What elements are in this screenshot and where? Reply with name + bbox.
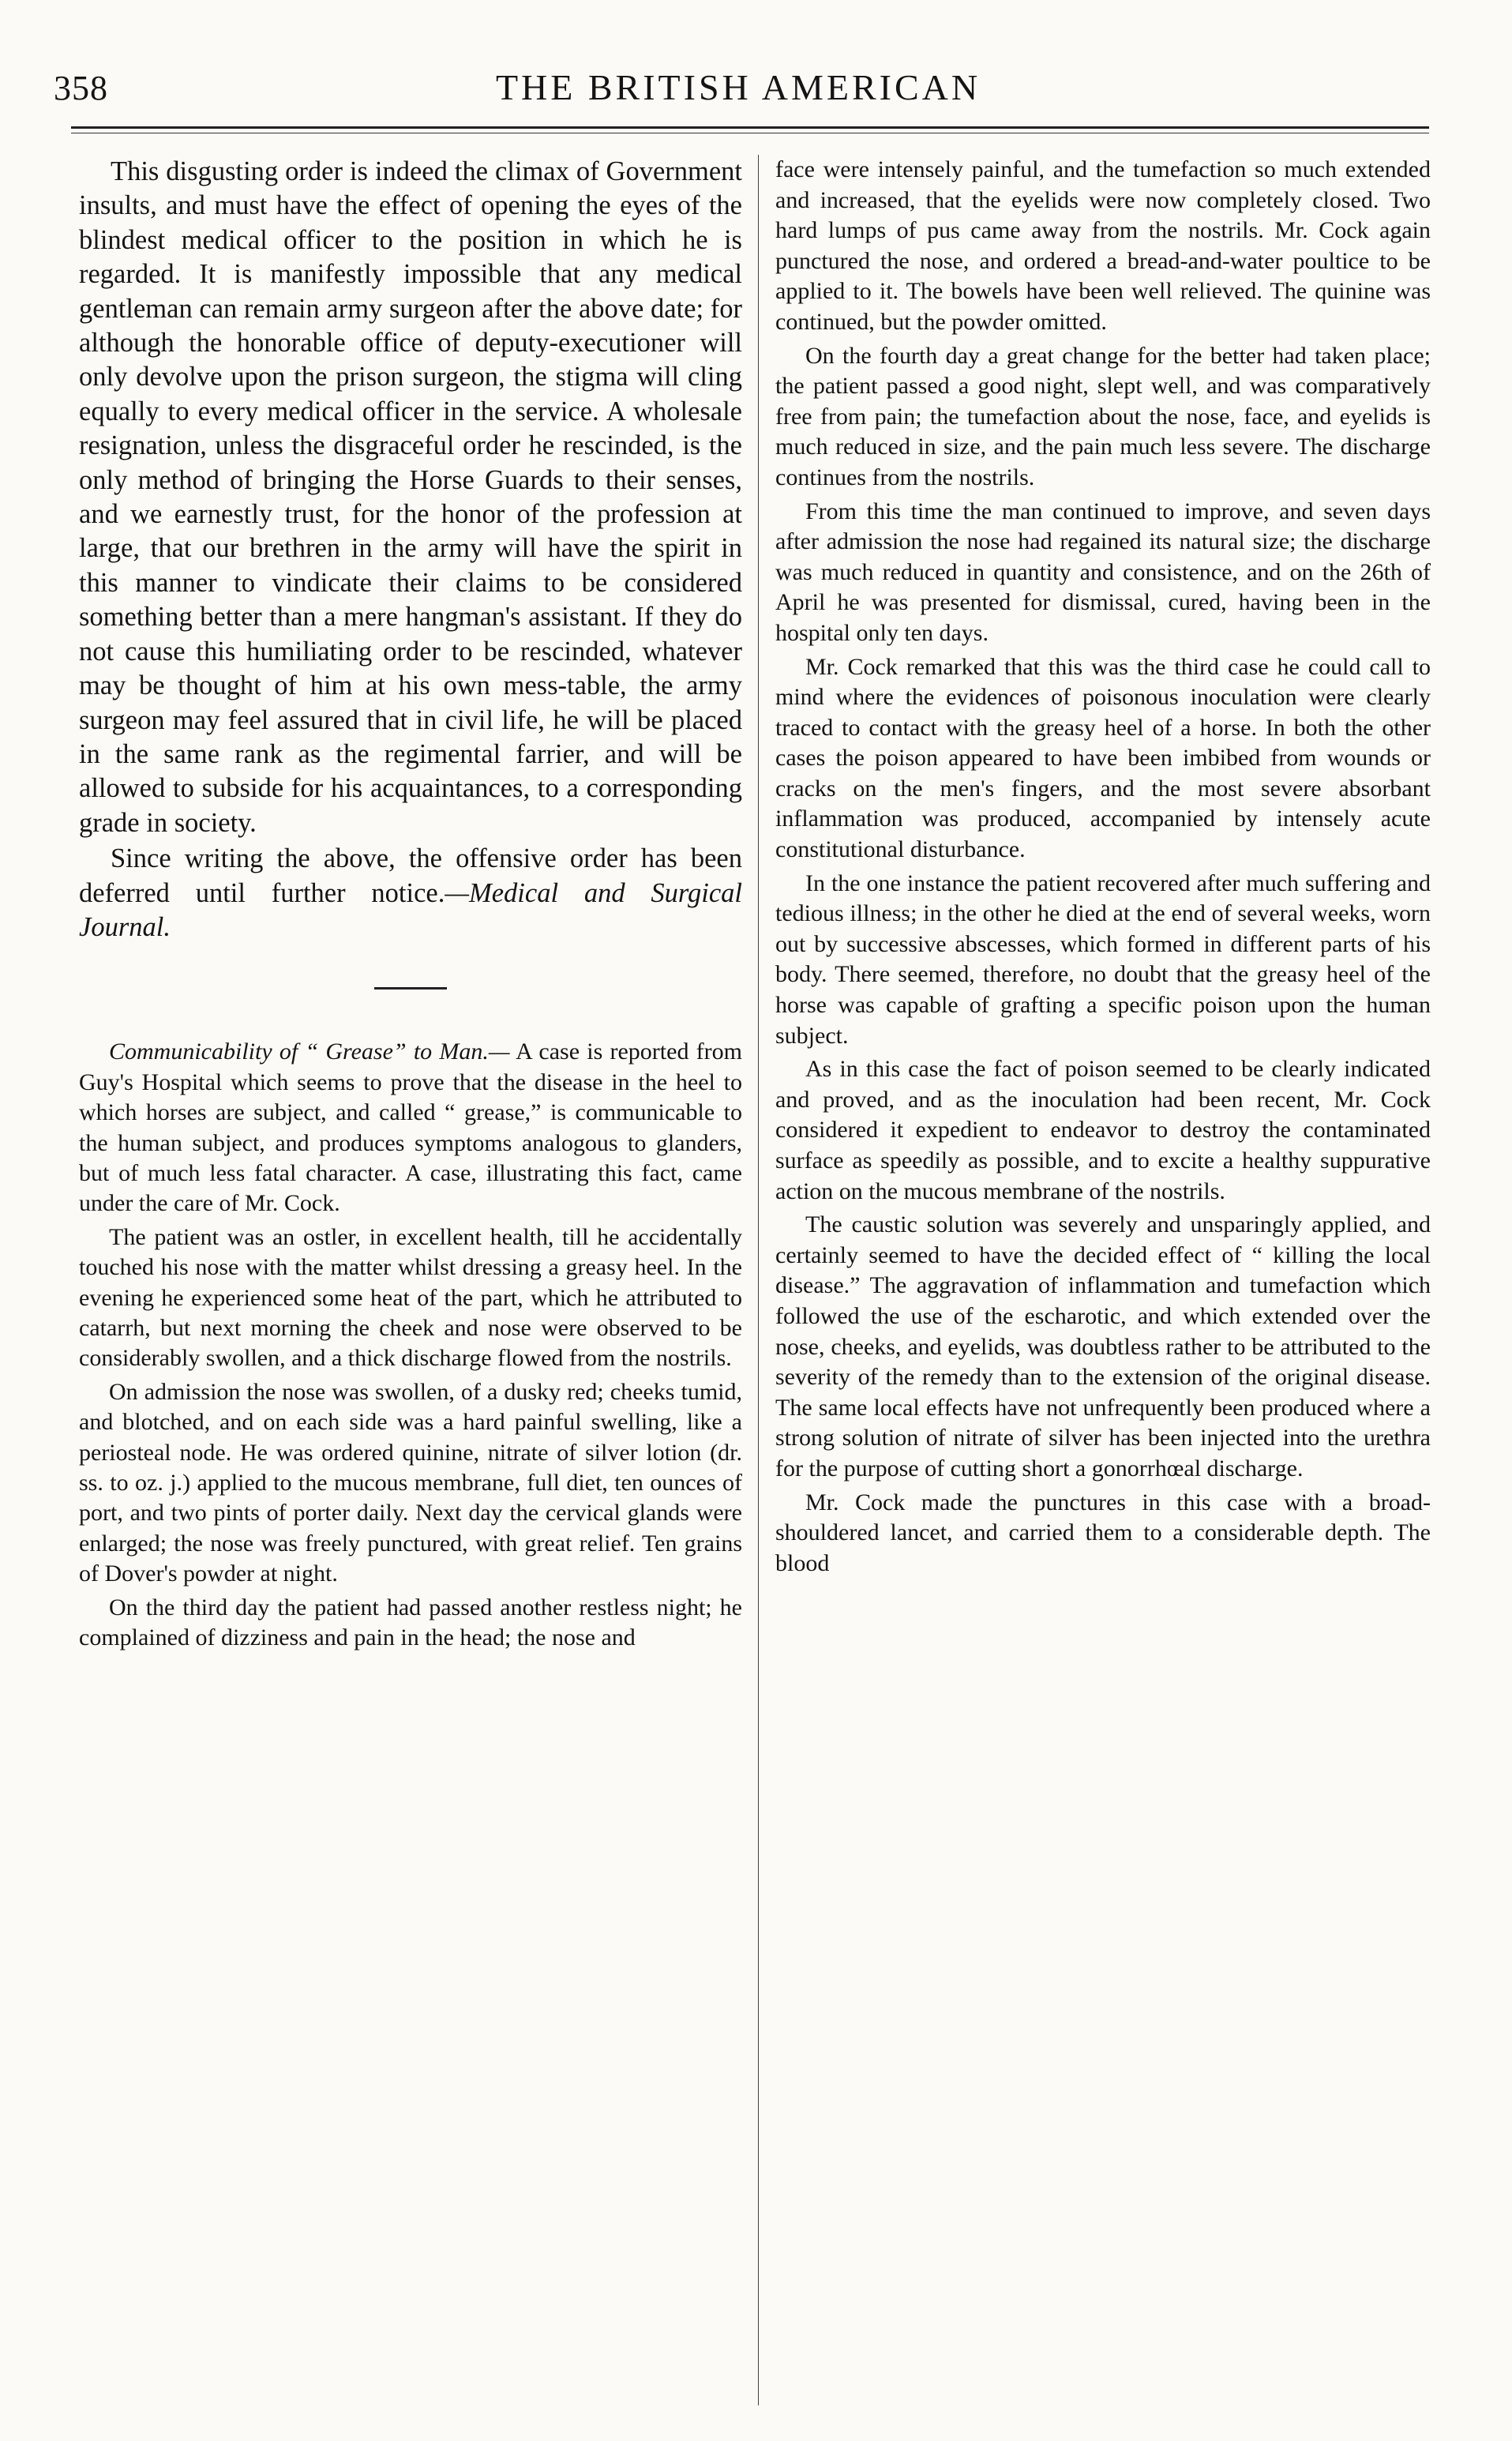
article-paragraph: As in this case the fact of poison seemed to be clearly indicated and proved, and as the inoculation had been recent, Mr. Cock considered it expedient to endeavor to destroy the contaminated surface as speedily as possible, and to excite a healthy suppurative action on the mucous membrane of the nostrils. [775, 1056, 1431, 1204]
section-divider [374, 987, 447, 990]
left-column [79, 155, 742, 2413]
page-header [47, 63, 1429, 118]
article-paragraph: On the fourth day a great change for the better had taken place; the patient passed a good night, slept well, and was comparatively free from pain; the tumefaction about the nose, face, and eyelids is much reduced in size, and the pain much less severe. The discharge continues from the nostrils. [775, 342, 1431, 490]
article-title: Communicability of “ Grease” to Man.— [109, 1038, 510, 1065]
source-citation: —Medical and Surgical Journal. [79, 877, 742, 942]
article-lead [79, 1037, 742, 1219]
article-paragraph: On the third day the patient had passed another restless night; he complained of dizziness and pain in the head; the nose and [79, 1594, 742, 1651]
article-paragraph: The patient was an ostler, in excellent health, till he accidentally touched his nose with the matter whilst dressing a greasy heel. In the evening he experienced some heat of the part, which he attributed to catarrh, but next morning the cheek and nose were observed to be considerably swollen, and a thick discharge flowed from the nostrils. [79, 1223, 742, 1372]
postscript-text: Since writing the above, the offensive order has been deferred until further notice. [79, 843, 742, 908]
column-divider [758, 155, 759, 2405]
right-column [775, 155, 1431, 2413]
article-paragraph: Mr. Cock made the punctures in this case with a broad-shouldered lancet, and carried them to a considerable depth. The blood [775, 1489, 1431, 1576]
editorial-postscript [79, 842, 742, 944]
page-number: 358 [54, 69, 108, 107]
article-left [79, 1037, 742, 1653]
article-paragraph: Mr. Cock remarked that this was the third case he could call to mind where the evidences of poisonous inoculation were clearly traced to contact with the greasy heel of a horse. In both the other cases the poison appeared to have been imbibed from wounds or cracks on the men's fingers, and the most severe absorbant inflammation was produced, accompanied by intensely acute constitutional disturbance. [775, 653, 1431, 863]
article-paragraph: From this time the man continued to improve, and seven days after admission the nose had regained its natural size; the discharge was much reduced in quantity and consistence, and on the 26th of April he was presented for dismissal, cured, having been in the hospital only ten days. [775, 498, 1431, 646]
article-paragraph: On admission the nose was swollen, of a dusky red; cheeks tumid, and blotched, and on each side was a hard painful swelling, like a periosteal node. He was ordered quinine, nitrate of silver lotion (dr. ss. to oz. j.) applied to the mucous membrane, full diet, ten ounces of port, and two pints of porter daily. Next day the cervical glands were enlarged; the nose was freely punctured, with great relief. Ten grains of Dover's powder at night. [79, 1378, 742, 1587]
editorial-paragraph: This disgusting order is indeed the climax of Government insults, and must have the effect of opening the eyes of the blindest medical officer to the position in which he is regarded. It is manifestly impossible that any medical gentleman can remain army surgeon after the above date; for although the honorable office of deputy-executioner will only devolve upon the prison surgeon, the stigma will cling equally to every medical officer in the service. A wholesale resignation, unless the disgraceful order he rescinded, is the only method of bringing the Horse Guards to their senses, and we earnestly trust, for the honor of the profession at large, that our brethren in the army will have the spirit in this manner to vindicate their claims to be considered something better than a mere hangman's assistant. If they do not cause this humiliating order to be rescinded, whatever may be thought of him at his own mess-table, the army surgeon may feel assured that in civil life, he will be placed in the same rank as the regimental farrier, and will be allowed to subside for his acquaintances, to a corresponding grade in society. [79, 156, 742, 838]
header-rule [71, 126, 1429, 129]
running-title: THE BRITISH AMERICAN [495, 67, 981, 107]
article-paragraph: In the one instance the patient recovered after much suffering and tedious illness; in the other he died at the end of several weeks, worn out by successive abscesses, which formed in different parts of his body. There seemed, therefore, no doubt that the greasy heel of the horse was capable of grafting a specific poison upon the human subject. [775, 869, 1431, 1049]
article-paragraph: The caustic solution was severely and unsparingly applied, and certainly seemed to have the decided effect of “ killing the local disease.” The aggravation of inflammation and tumefaction which followed the use of the escharotic, and which extended over the nose, cheeks, and eyelids, was doubtless rather to be attributed to the severity of the remedy than to the extension of the original disease. The same local effects have not unfrequently been produced where a strong solution of nitrate of silver has been injected into the urethra for the purpose of cutting short a gonorrhœal discharge. [775, 1211, 1431, 1481]
article-lead-text: A case is reported from Guy's Hospital which seems to prove that the disease in the heel to which horses are subject, and called “ grease,” is communicable to the human subject, and produces symptoms analogous to glanders, but of much less fatal character. A case, illustrating this fact, came under the care of Mr. Cock. [79, 1038, 742, 1217]
editorial-section [79, 155, 742, 944]
article-paragraph: face were intensely painful, and the tumefaction so much extended and increased, that the eyelids were now completely closed. Two hard lumps of pus came away from the nostrils. Mr. Cock again punctured the nose, and ordered a bread-and-water poultice to be applied to it. The bowels have been well relieved. The quinine was continued, but the powder omitted. [775, 156, 1431, 335]
